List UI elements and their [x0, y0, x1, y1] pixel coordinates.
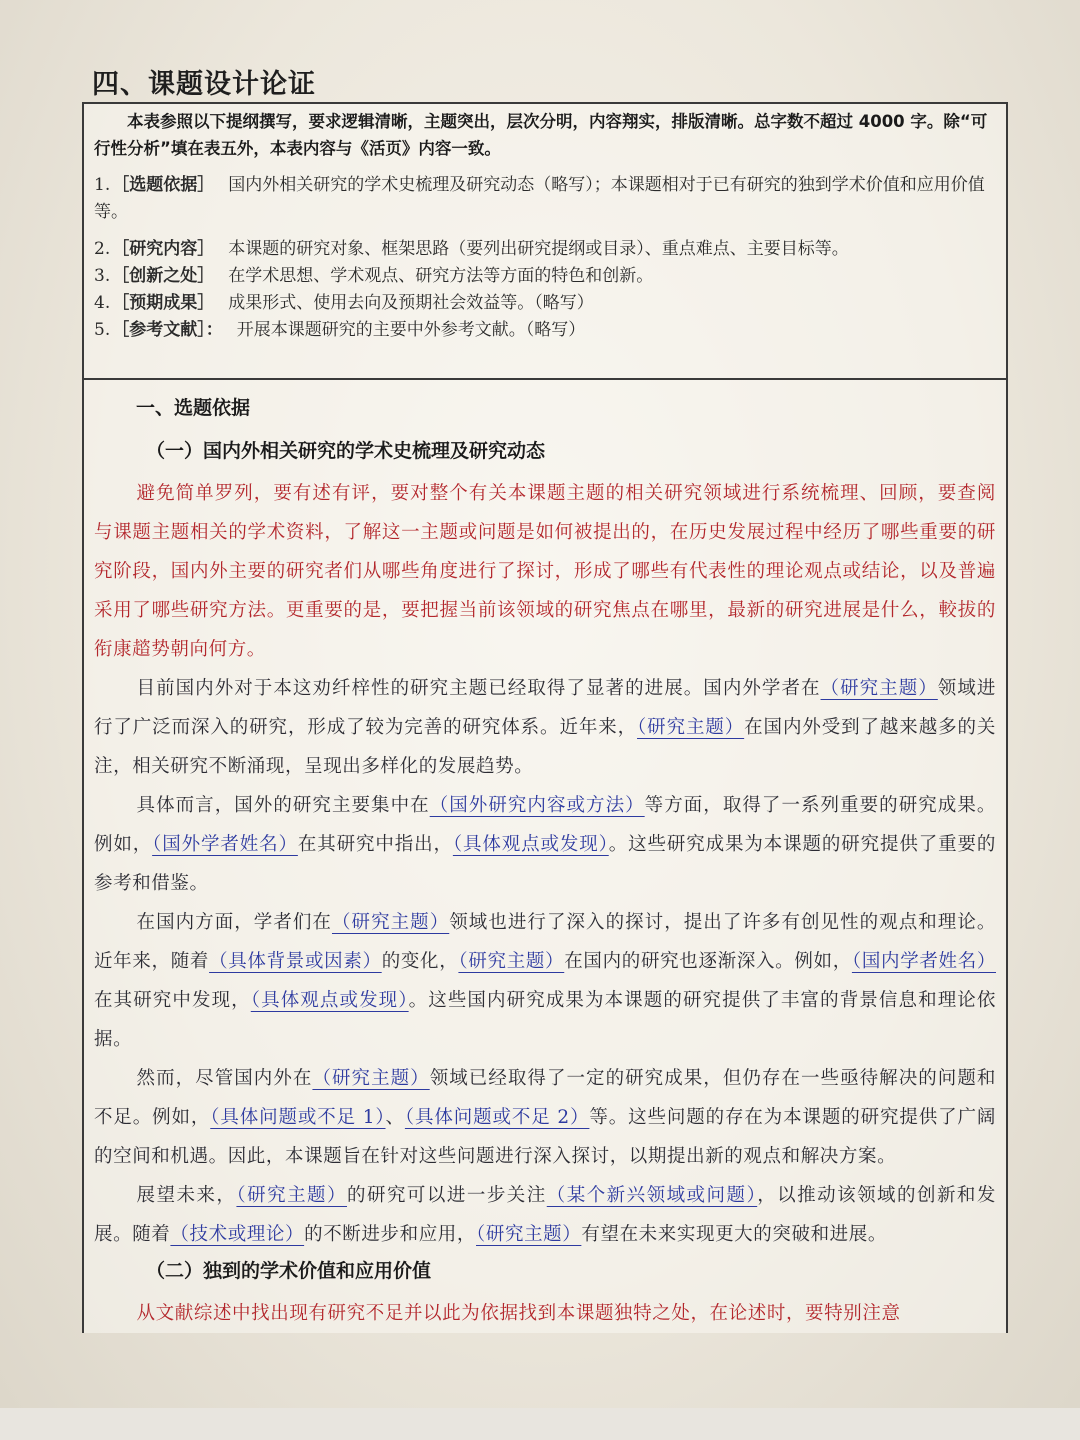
placeholder-blank: （具体观点或发现） [250, 990, 409, 1011]
red-guidance-note-2: 从文献综述中找出现有研究不足并以此为依据找到本课题独特之处，在论述时，要特别注意 [136, 1303, 901, 1324]
placeholder-blank: （国内学者姓名） [851, 951, 996, 972]
placeholder-blank: （研究主题） [312, 1068, 430, 1089]
heading-research-history: （一）国内外相关研究的学术史梳理及研究动态 [146, 440, 546, 462]
form-table [82, 102, 1008, 1333]
placeholder-blank: （具体问题或不足 2） [404, 1107, 590, 1128]
paragraph-gaps: 然而，尽管国内外在（研究主题）领域已经取得了一定的研究成果，但仍存在一些亟待解决的问题和不足。例如，（具体问题或不足 1）、（具体问题或不足 2）等。这些问题的存在为本课题的研究提供了广阔的空间和机遇。因此，本课题旨在针对这些问题进行深入探讨，以期提出新的观点和解决方案。 [94, 1068, 996, 1167]
placeholder-blank: （技术或理论） [170, 1224, 305, 1245]
placeholder-blank: （某个新兴领域或问题） [546, 1185, 758, 1206]
placeholder-blank: （研究主题） [637, 717, 745, 738]
paragraph-foreign-research: 具体而言，国外的研究主要集中在（国外研究内容或方法）等方面，取得了一系列重要的研究成果。例如，（国外学者姓名）在其研究中指出，（具体观点或发现）。这些研究成果为本课题的研究提供了重要的参考和借鉴。 [94, 795, 996, 894]
page-title: 四、课题设计论证 [92, 69, 316, 100]
placeholder-blank: （具体背景或因素） [209, 951, 382, 972]
placeholder-blank: （研究主题） [236, 1185, 348, 1206]
paragraph-overview: 目前国内外对于本这劝纤梓性的研究主题已经取得了显著的进展。国内外学者在（研究主题）领域进行了广泛而深入的研究，形成了较为完善的研究体系。近年来，（研究主题）在国内外受到了越来越多的关注，相关研究不断涌现，呈现出多样化的发展趋势。 [94, 678, 996, 777]
heading-topic-basis: 一、选题依据 [136, 397, 251, 419]
placeholder-blank: （研究主题） [820, 678, 938, 699]
instruction-item-1: 1. ［选题依据］ 国内外相关研究的学术史梳理及研究动态（略写）；本课题相对于已有研究的独到学术价值和应用价值等。 [94, 175, 985, 222]
paragraph-domestic-research: 在国内方面，学者们在（研究主题）领域也进行了深入的探讨，提出了许多有创见性的观点和理论。近年来，随着（具体背景或因素）的变化，（研究主题）在国内的研究也逐渐深入。例如，（国内学者姓名）在其研究中发现，（具体观点或发现）。这些国内研究成果为本课题的研究提供了丰富的背景信息和理论依据。 [94, 912, 996, 1050]
instruction-item-2: 2. ［研究内容］ 本课题的研究对象、框架思路（要列出研究提纲或目录）、重点难点、主要目标等。 [94, 239, 849, 259]
instruction-item-3: 3. ［创新之处］ 在学术思想、学术观点、研究方法等方面的特色和创新。 [94, 266, 654, 286]
placeholder-blank: （国外学者姓名） [152, 834, 298, 855]
paragraph-outlook: 展望未来，（研究主题）的研究可以进一步关注（某个新兴领域或问题），以推动该领域的创新和发展。随着（技术或理论）的不断进步和应用，（研究主题）有望在未来实现更大的突破和进展。 [94, 1185, 996, 1245]
placeholder-blank: （研究主题） [476, 1224, 582, 1245]
placeholder-blank: （国外研究内容或方法） [429, 795, 645, 816]
heading-academic-value: （二）独到的学术价值和应用价值 [146, 1260, 432, 1282]
page-bottom-margin [0, 1408, 1080, 1440]
content-cell [84, 380, 1006, 1333]
red-guidance-note-1: 避免简单罗列，要有述有评，要对整个有关本课题主题的相关研究领域进行系统梳理、回顾，要查阅与课题主题相关的学术资料，了解这一主题或问题是如何被提出的，在历史发展过程中经历了哪些重要的研究阶段，国内外主要的研究者们从哪些角度进行了探讨，形成了哪些有代表性的理论观点或结论，以及普遍采用了哪些研究方法。更重要的是，要把握当前该领域的研究焦点在哪里，最新的研究进展是什么，較拔的衔康趦势朝向何方。 [94, 483, 996, 660]
placeholder-blank: （具体问题或不足 1） [210, 1107, 386, 1128]
instructions-intro: 本表参照以下提纲撰写，要求逻辑清晰，主题突出，层次分明，内容翔实，排版清晰。总字数不超过 4000 字。除“可行性分析”填在表五外，本表内容与《活页》内容一致。 [94, 112, 988, 158]
instruction-item-5: 5. ［参考文献］： 开展本课题研究的主要中外参考文献。（略写） [94, 320, 586, 340]
instructions-cell [84, 104, 1006, 380]
placeholder-blank: （研究主题） [458, 951, 565, 972]
placeholder-blank: （具体观点或发现） [452, 834, 609, 855]
placeholder-blank: （研究主题） [331, 912, 450, 933]
instruction-item-4: 4. ［预期成果］ 成果形式、使用去向及预期社会效益等。（略写） [94, 293, 594, 313]
